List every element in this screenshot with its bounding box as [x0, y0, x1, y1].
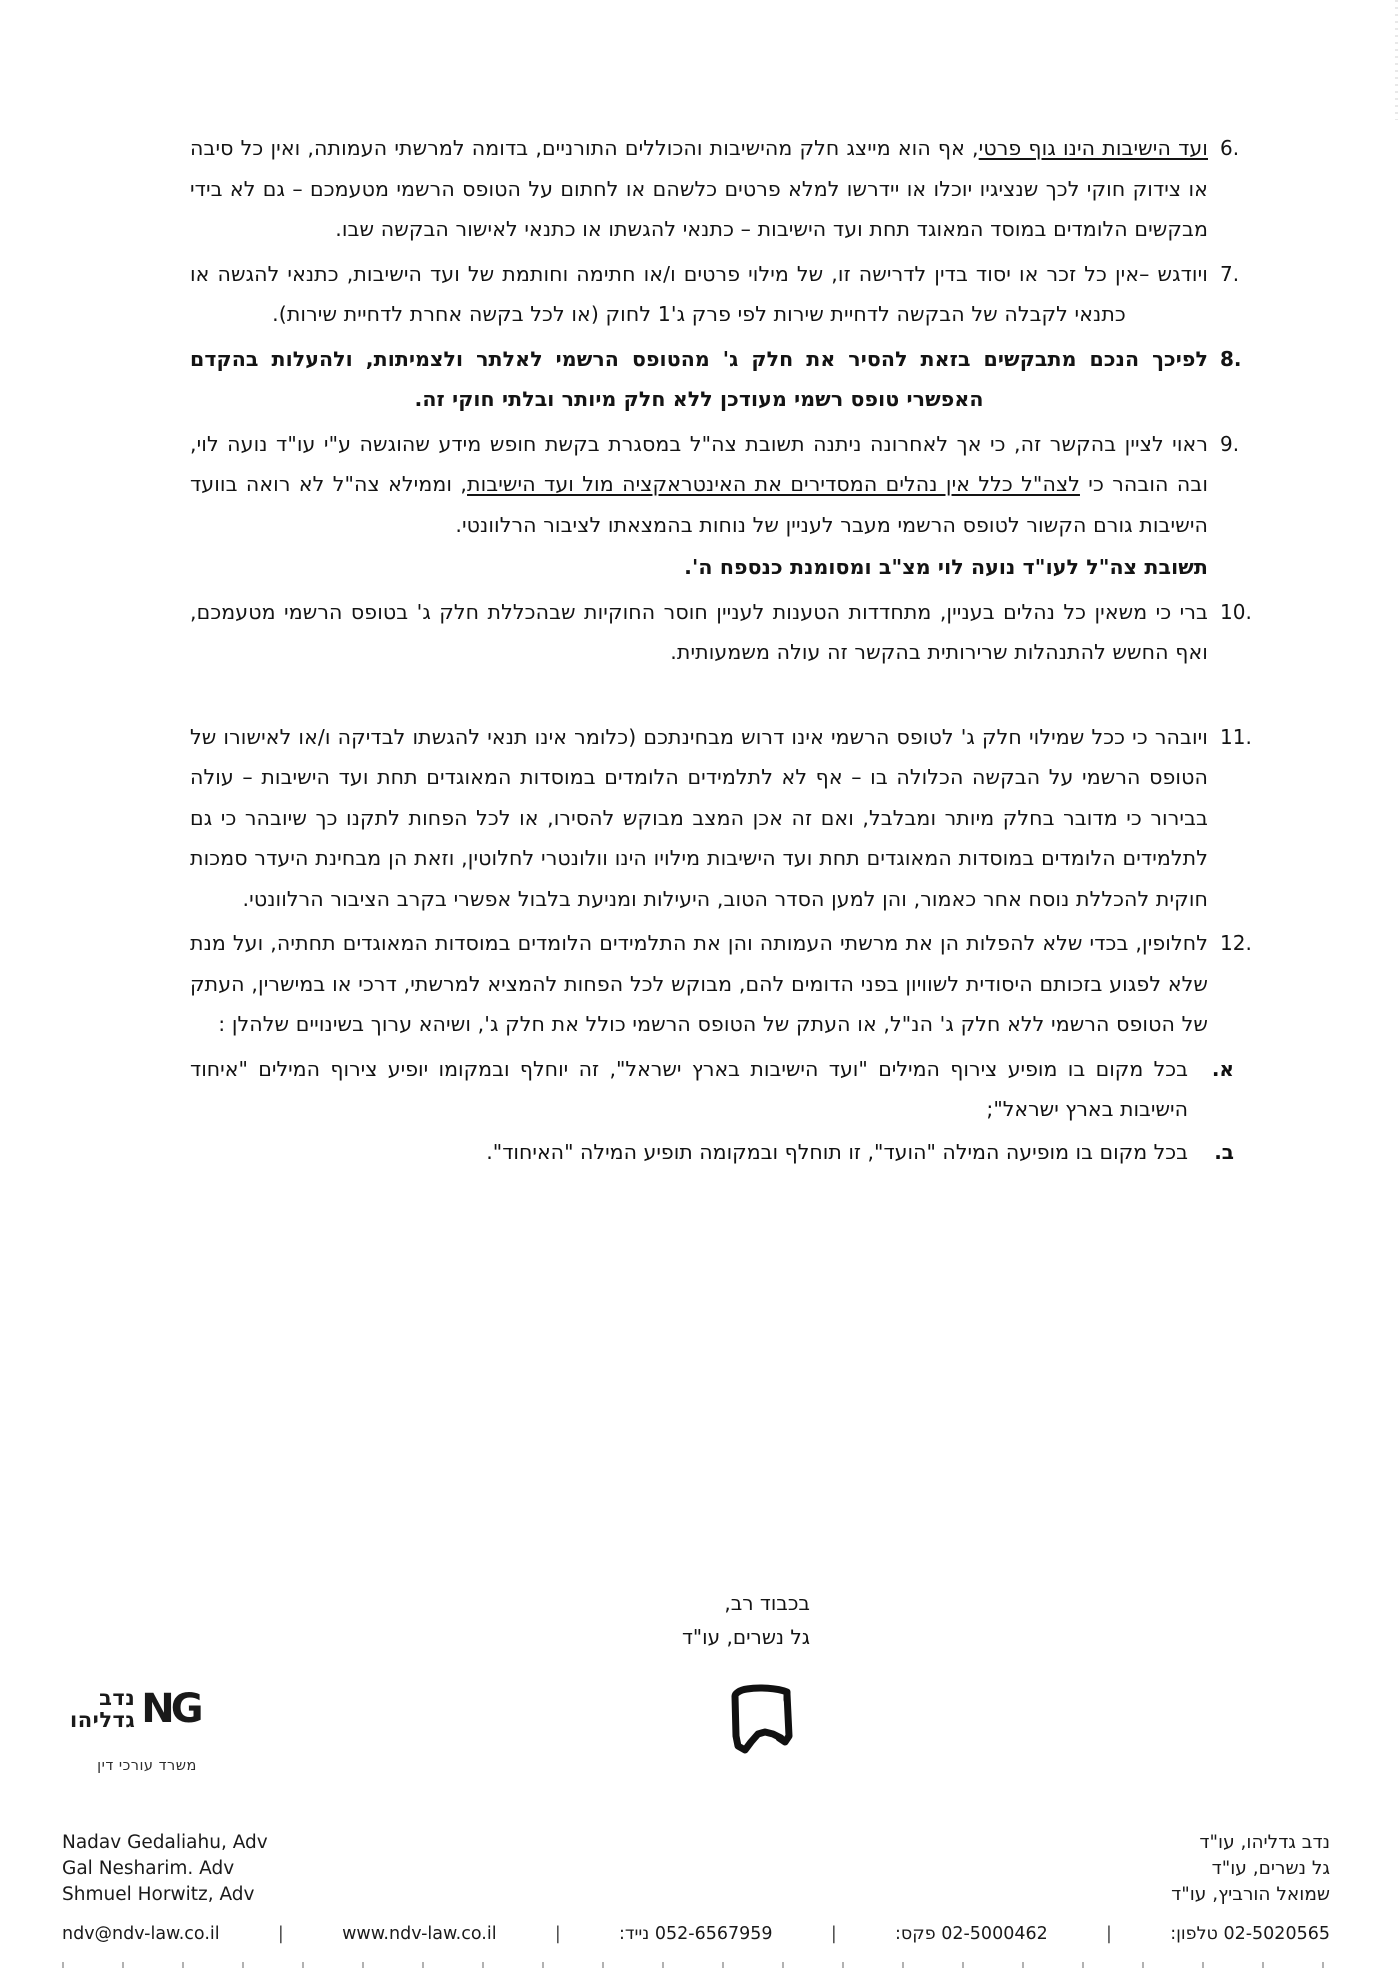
- clause-9-exhibit-note: תשובת צה"ל לעו"ד נועה לוי מצ"ב ומסומנת כנספח ה'.: [684, 555, 1208, 579]
- clause-9-part1: ראוי לציין בהקשר זה, כי אך לאחרונה ניתנה תשובת צה"ל במסגרת בקשת חופש מידע שהוגשה ע"י עו"ד נועה לוי, ובה הובהר כי: [190, 431, 1209, 496]
- footer-fax: [895, 1924, 1048, 1944]
- footer-name-en-1: Nadav Gedaliahu, Adv: [62, 1832, 268, 1853]
- closing-block: [682, 1586, 810, 1654]
- clause-number: 10.: [1220, 599, 1252, 624]
- footer-separator-3: |: [830, 1924, 837, 1944]
- footer-separator-1: |: [277, 1924, 284, 1944]
- footer-name-en-2: Gal Nesharim. Adv: [62, 1858, 235, 1879]
- clause-11: [190, 717, 1260, 920]
- clause-6-rest: , אף הוא מייצג חלק מהישיבות והכוללים התורניים, בדומה למרשתי העמותה, ואין כל סיבה או צידוק חוקי לכך שנציגיו יוכלו או יידרשו למלא פרטים כלשהם או לחתום על הטופס הרשמי מטעמכם – גם לא בידי מבקשים הלומדים במוסד המאוגד תחת ועד הישיבות – כתנאי להגשתו או כתנאי לאישור הבקשה שבו.: [190, 136, 1208, 241]
- clause-number: 12.: [1220, 931, 1252, 955]
- clause-9-underlined: לצה"ל כלל אין נהלים המסדירים את האינטראקציה מול ועד הישיבות: [467, 472, 1080, 496]
- clause-text: ויודגש –אין כל זכר או יסוד בדין לדרישה זו, של מילוי פרטים ו/או חתימה וחותמת של ועד הישיבות, כתנאי להגשה או כתנאי לקבלה של הבקשה לדחיית שירות לפי פרק ג'1 לחוק (או לכל בקשה אחרת לדחיית שירות).: [190, 261, 1208, 326]
- footer-mobile-label: נייד:: [619, 1924, 650, 1944]
- clause-6: [190, 128, 1260, 250]
- footer-mobile-number: 052-6567959: [654, 1924, 773, 1944]
- footer-name-he-3: שמואל הורביץ, עו"ד: [1171, 1884, 1330, 1905]
- footer-fax-number: 02-5000462: [941, 1924, 1048, 1944]
- closing-signer-name: גל נשרים, עו"ד: [682, 1625, 810, 1649]
- firm-logo: [70, 1687, 200, 1731]
- closing-salutation: בכבוד רב,: [724, 1591, 810, 1615]
- footer-separator-4: |: [1106, 1924, 1112, 1944]
- clause-8: [190, 339, 1260, 420]
- clause-number: 6.: [1220, 136, 1240, 160]
- clause-9: [190, 424, 1260, 588]
- clause-number: 9.: [1220, 431, 1240, 456]
- subclause-bet: [190, 1132, 1260, 1173]
- clause-text: [190, 424, 1208, 588]
- logo-monogram-ng: NG: [141, 1686, 200, 1733]
- clause-text: ברי כי משאין כל נהלים בעניין, מתחדדות הטענות לעניין חוסר החוקיות שבהכללת חלק ג' בטופס הרשמי מטעמכם, ואף החשש להתנהלות שרירותית בהקשר זה עולה משמעותית.: [190, 599, 1208, 664]
- clause-12: [190, 923, 1260, 1045]
- footer-name-en-3: Shmuel Horwitz, Adv: [62, 1884, 255, 1905]
- footer-scan-artifact: [62, 1962, 1330, 1968]
- clause-9-part3: , וממילא צה"ל לא רואה בוועד הישיבות גורם הקשור לטופס הרשמי מעבר לעניין של נוחות בהמצאתו לציבור הרלוונטי.: [190, 472, 1208, 537]
- footer-attorney-names-english: [62, 1830, 268, 1908]
- clause-7: [190, 254, 1260, 335]
- footer-phone-label: טלפון:: [1170, 1924, 1218, 1944]
- clause-number: 11.: [1220, 724, 1252, 749]
- logo-hebrew-line-1: נדב: [99, 1686, 136, 1710]
- clause-text: לחלופין, בכדי שלא להפלות הן את מרשתי העמותה והן את התלמידים הלומדים במוסדות המאוגדים תחתיה, ועל מנת שלא לפגוע בזכותם היסודית לשוויון בפני הדומים להם, מבוקש לכל הפחות להמציא למרשתי, דרכי או במישרין, העתק של הטופס הרשמי ללא חלק ג' הנ"ל, או העתק של הטופס הרשמי כולל את חלק ג', ושיהא ערוך בשינויים שלהלן :: [190, 931, 1208, 1036]
- logo-subtitle: משרד עורכי דין: [97, 1758, 197, 1774]
- subclause-text: בכל מקום בו מופיע צירוף המילים "ועד הישיבות בארץ ישראל", זה יוחלף ובמקומו יופיע צירוף המילים "איחוד הישיבות בארץ ישראל";: [190, 1056, 1188, 1121]
- subclause-text: בכל מקום בו מופיעה המילה "הועד", זו תוחלף ובמקומה תופיע המילה "האיחוד".: [486, 1139, 1188, 1164]
- logo-hebrew-line-2: גדליהו: [70, 1708, 136, 1733]
- logo-hebrew-name: [70, 1687, 135, 1731]
- footer-contact-bar: [62, 1924, 1330, 1944]
- subclause-letter: ב.: [1214, 1139, 1234, 1164]
- footer-name-he-1: נדב גדליהו, עו"ד: [1199, 1832, 1330, 1853]
- footer-phone: [1170, 1924, 1330, 1944]
- scan-edge-artifact: [1395, 0, 1398, 120]
- footer-fax-label: פקס:: [895, 1924, 936, 1944]
- footer-separator-2: |: [554, 1924, 561, 1944]
- clause-10: [190, 592, 1260, 673]
- footer-phone-number: 02-5020565: [1223, 1924, 1330, 1944]
- footer-attorney-names-hebrew: [1171, 1830, 1330, 1908]
- subclause-aleph: [190, 1049, 1260, 1130]
- clause-text: [190, 128, 1208, 250]
- footer-mobile: [619, 1924, 773, 1944]
- footer-email[interactable]: ndv@ndv-law.co.il: [62, 1924, 220, 1944]
- clause-6-underlined-lead: ועד הישיבות הינו גוף פרטי: [978, 136, 1208, 160]
- handwritten-signature-icon: [725, 1680, 815, 1765]
- footer-website[interactable]: www.ndv-law.co.il: [342, 1924, 497, 1944]
- clause-number: 8.: [1220, 346, 1242, 371]
- clause-text: ויובהר כי ככל שמילוי חלק ג' לטופס הרשמי אינו דרוש מבחינתכם (כלומר אינו תנאי להגשתו לבדיקה ו/או לאישורו של הטופס הרשמי על הבקשה הכלולה בו – אף לא לתלמידים הלומדים במוסדות המאוגדים תחת ועד הישיבות – עולה בבירור כי מדובר בחלק מיותר ומבלבל, ואם זה אכן המצב מבוקש להסירו, או לכל הפחות לתקנו כך שיובהר כי גם לתלמידים הלומדים במוסדות המאוגדים תחת ועד הישיבות מילויו הינו וולונטרי לחלוטין, וזאת הן מבחינת היעדר סמכות חוקית להכללת נוסח אחר כאמור, והן למען הסדר הטוב, היעילות ומניעת בלבול אפשרי בקרב הציבור הרלוונטי.: [190, 724, 1208, 911]
- letter-body: [190, 128, 1260, 1174]
- footer-name-he-2: גל נשרים, עו"ד: [1211, 1858, 1330, 1879]
- paragraph-gap: [190, 677, 1260, 717]
- clause-text: לפיכך הנכם מתבקשים בזאת להסיר את חלק ג' מהטופס הרשמי לאלתר ולצמיתות, ולהעלות בהקדם האפשרי טופס רשמי מעודכן ללא חלק מיותר ובלתי חוקי זה.: [190, 346, 1208, 411]
- subclause-letter: א.: [1211, 1056, 1234, 1081]
- clause-number: 7.: [1220, 261, 1240, 286]
